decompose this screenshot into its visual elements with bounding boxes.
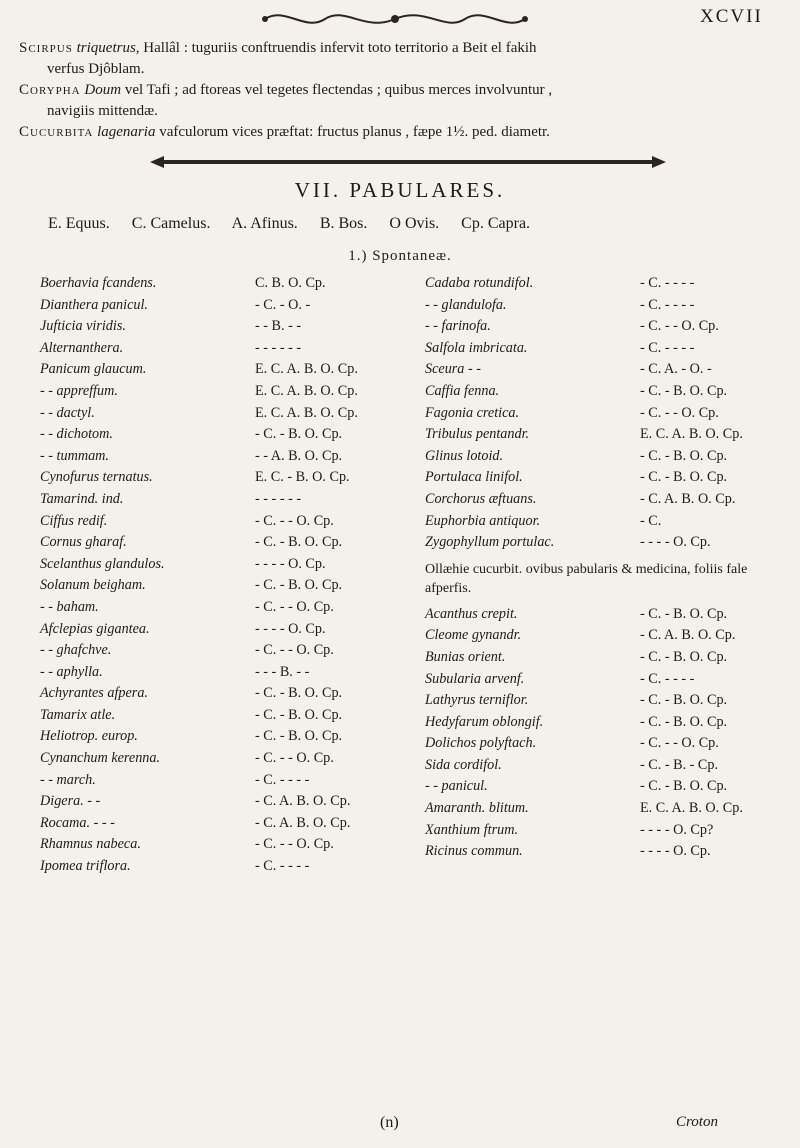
plant-row bbox=[425, 843, 790, 865]
legend-item: A. Afinus. bbox=[231, 215, 298, 232]
fodder-codes: - C. - - O. Cp. bbox=[255, 598, 334, 615]
plant-name: - - appreffum. bbox=[40, 382, 118, 399]
plant-row bbox=[425, 757, 790, 779]
plant-row bbox=[40, 858, 380, 880]
plant-name: Tamarind. ind. bbox=[40, 490, 124, 507]
plant-name: Cadaba rotundifol. bbox=[425, 275, 534, 291]
fodder-codes: - C. A. B. O. Cp. bbox=[640, 490, 736, 507]
page-number: XCVII bbox=[700, 6, 763, 27]
fodder-codes: E. C. - B. O. Cp. bbox=[255, 469, 350, 486]
fodder-codes: - - - - O. Cp? bbox=[640, 821, 714, 838]
plant-name: - - panicul. bbox=[425, 778, 488, 795]
intro-entries bbox=[19, 38, 789, 143]
fodder-codes: - - - - O. Cp. bbox=[255, 620, 326, 637]
entry-text: , Hallâl : tuguriis conftruendis infervit toto territorio a Beit el fakih bbox=[135, 40, 537, 56]
plant-name: Dolichos polyftach. bbox=[425, 735, 537, 752]
plant-row bbox=[40, 534, 380, 556]
plant-name: - - baham. bbox=[40, 598, 99, 615]
plant-row bbox=[425, 714, 790, 736]
plant-row bbox=[425, 534, 790, 556]
plant-name: Xanthium ftrum. bbox=[425, 821, 519, 838]
plant-name: Lathyrus terniflor. bbox=[425, 692, 529, 709]
plant-name: Fagonia cretica. bbox=[425, 404, 520, 421]
plant-name: Tribulus pentandr. bbox=[425, 426, 530, 443]
plant-row bbox=[425, 448, 790, 470]
plant-row bbox=[425, 692, 790, 714]
fodder-codes: - C. - B. - Cp. bbox=[640, 756, 719, 773]
plant-name: - - ghafchve. bbox=[40, 642, 112, 659]
plant-row bbox=[425, 297, 790, 319]
plant-row bbox=[40, 772, 380, 794]
plant-row bbox=[425, 822, 790, 844]
fodder-codes: - C. - B. O. Cp. bbox=[640, 469, 728, 486]
animal-legend bbox=[48, 215, 788, 233]
plant-name: Rhamnus nabeca. bbox=[40, 836, 141, 853]
entry-text: vel Tafi ; ad ftoreas vel tegetes flectendas ; quibus merces involvuntur , bbox=[121, 82, 553, 98]
plant-name: Afclepias gigantea. bbox=[40, 620, 150, 637]
plant-row bbox=[425, 606, 790, 628]
plant-row bbox=[425, 491, 790, 513]
plant-row bbox=[40, 448, 380, 470]
plant-row bbox=[40, 599, 380, 621]
plant-row bbox=[40, 491, 380, 513]
plant-row bbox=[40, 275, 380, 297]
fodder-codes: - C. - - O. Cp. bbox=[255, 642, 334, 659]
plant-row bbox=[425, 627, 790, 649]
plant-name: Panicum glaucum. bbox=[40, 361, 147, 378]
fodder-codes: - C. - - - - bbox=[640, 275, 695, 291]
plant-row bbox=[425, 383, 790, 405]
intro-entry bbox=[19, 122, 789, 143]
fodder-codes: - C. A. B. O. Cp. bbox=[255, 814, 351, 831]
fodder-codes: C. B. O. Cp. bbox=[255, 275, 326, 291]
plant-name: Sceura - - bbox=[425, 361, 481, 378]
fodder-codes: - - A. B. O. Cp. bbox=[255, 447, 343, 464]
fodder-codes: - - - - O. Cp. bbox=[640, 534, 711, 551]
genus-name: Cucurbita bbox=[19, 124, 94, 140]
plant-row bbox=[40, 405, 380, 427]
catchword: Croton bbox=[676, 1114, 718, 1130]
fodder-codes: - C. - B. O. Cp. bbox=[255, 426, 343, 443]
legend-item: B. Bos. bbox=[319, 215, 368, 232]
plant-row bbox=[425, 340, 790, 362]
fodder-codes: - C. - B. O. Cp. bbox=[640, 382, 728, 399]
entry-text: vafculorum vices præftat: fructus planus , fæpe 1½. ped. diametr. bbox=[155, 124, 550, 140]
plant-name: Sida cordifol. bbox=[425, 756, 502, 773]
fodder-codes: - C. - - - - bbox=[640, 339, 695, 356]
fodder-codes: - C. - B. O. Cp. bbox=[255, 706, 343, 723]
fodder-codes: - C. - - O. Cp. bbox=[640, 404, 719, 421]
plant-row bbox=[40, 556, 380, 578]
plant-row bbox=[425, 361, 790, 383]
plant-row bbox=[40, 793, 380, 815]
legend-item: C. Camelus. bbox=[131, 215, 211, 232]
legend-item: Cp. Capra. bbox=[461, 215, 531, 232]
fodder-codes: - C. - B. O. Cp. bbox=[640, 778, 728, 795]
fodder-codes: - C. - - - - bbox=[640, 296, 695, 313]
plant-row bbox=[40, 750, 380, 772]
printer-signature: (n) bbox=[380, 1114, 399, 1131]
plant-name: Amaranth. blitum. bbox=[425, 800, 529, 817]
plant-row bbox=[425, 513, 790, 535]
plant-name: Solanum beigham. bbox=[40, 577, 146, 594]
fodder-codes: - C. - - O. Cp. bbox=[255, 836, 334, 853]
plant-row bbox=[425, 275, 790, 297]
plant-name: Cornus gharaf. bbox=[40, 534, 127, 551]
plant-row bbox=[425, 649, 790, 671]
fodder-codes: - C. - B. O. Cp. bbox=[640, 648, 728, 665]
fodder-codes: - C. A. B. O. Cp. bbox=[640, 627, 736, 644]
fodder-codes: - C. - B. O. Cp. bbox=[640, 692, 728, 709]
plant-row bbox=[425, 735, 790, 757]
plant-name: Tamarix atle. bbox=[40, 706, 116, 723]
plant-row bbox=[40, 621, 380, 643]
plant-name: Boerhavia fcandens. bbox=[40, 275, 157, 291]
intro-entry bbox=[19, 80, 789, 101]
plant-row bbox=[425, 426, 790, 448]
plant-row bbox=[40, 340, 380, 362]
plant-name: Ipomea triflora. bbox=[40, 858, 131, 875]
plant-row bbox=[40, 836, 380, 858]
plant-name: Cynanchum kerenna. bbox=[40, 750, 161, 767]
plant-row bbox=[40, 685, 380, 707]
plant-name: - - dichotom. bbox=[40, 426, 113, 443]
species-name: lagenaria bbox=[97, 124, 156, 140]
plant-row bbox=[40, 642, 380, 664]
plant-name: Portulaca linifol. bbox=[425, 469, 523, 486]
fodder-codes: - C. - B. O. Cp. bbox=[640, 713, 728, 730]
fodder-codes: - C. - O. - bbox=[255, 296, 311, 313]
plant-row bbox=[40, 383, 380, 405]
fodder-codes: - C. - - O. Cp. bbox=[640, 735, 719, 752]
plant-name: Bunias orient. bbox=[425, 648, 506, 665]
plant-row bbox=[40, 577, 380, 599]
subsection-heading: 1.) Spontaneæ. bbox=[348, 248, 452, 264]
fodder-codes: E. C. A. B. O. Cp. bbox=[255, 382, 358, 399]
fodder-codes: - - B. - - bbox=[255, 318, 302, 335]
plant-name: Rocama. - - - bbox=[40, 814, 115, 831]
fodder-codes: - C. bbox=[640, 512, 662, 529]
plant-row bbox=[40, 664, 380, 686]
fodder-codes: - - - - O. Cp. bbox=[640, 843, 711, 860]
explanatory-note: Ollæhie cucurbit. ovibus pabularis & medicina, foliis fale afperfis. bbox=[425, 561, 748, 596]
fodder-codes: - C. A. B. O. Cp. bbox=[255, 793, 351, 810]
plant-name: Alternanthera. bbox=[40, 339, 124, 356]
fodder-codes: - C. - - - - bbox=[640, 670, 695, 687]
fodder-codes: - C. - B. O. Cp. bbox=[255, 534, 343, 551]
legend-item: O Ovis. bbox=[389, 215, 440, 232]
left-column bbox=[40, 275, 380, 880]
plant-row bbox=[40, 426, 380, 448]
plant-name: - - tummam. bbox=[40, 447, 109, 464]
intro-entry bbox=[19, 38, 789, 59]
fodder-codes: - - - - O. Cp. bbox=[255, 555, 326, 572]
plant-name: Zygophyllum portulac. bbox=[425, 534, 555, 551]
fodder-codes: - C. - B. O. Cp. bbox=[640, 447, 728, 464]
plant-row bbox=[40, 513, 380, 535]
intro-entry-continuation: navigiis mittendæ. bbox=[47, 103, 158, 119]
plant-name: Cleome gynandr. bbox=[425, 627, 522, 644]
fodder-codes: - C. - - O. Cp. bbox=[255, 750, 334, 767]
plant-name: Glinus lotoid. bbox=[425, 447, 504, 464]
plant-name: - - march. bbox=[40, 771, 96, 788]
plant-row bbox=[40, 297, 380, 319]
plant-name: Ricinus commun. bbox=[425, 843, 523, 860]
plant-name: - - aphylla. bbox=[40, 663, 103, 680]
plant-row bbox=[40, 469, 380, 491]
species-name: triquetrus bbox=[76, 40, 136, 56]
plant-row bbox=[40, 318, 380, 340]
plant-name: Dianthera panicul. bbox=[40, 296, 148, 313]
plant-row bbox=[40, 815, 380, 837]
fodder-codes: - - - - - - bbox=[255, 490, 302, 507]
fodder-codes: - C. - - - - bbox=[255, 858, 310, 875]
fodder-codes: - - - B. - - bbox=[255, 663, 310, 680]
plant-name: Acanthus crepit. bbox=[425, 605, 518, 622]
fodder-codes: - C. - - O. Cp. bbox=[640, 318, 719, 335]
plant-row bbox=[425, 800, 790, 822]
right-column bbox=[425, 275, 790, 865]
fodder-codes: E. C. A. B. O. Cp. bbox=[255, 404, 358, 421]
plant-name: Ciffus redif. bbox=[40, 512, 108, 529]
plant-name: Jufticia viridis. bbox=[40, 318, 126, 335]
fodder-codes: - C. - B. O. Cp. bbox=[255, 728, 343, 745]
plant-name: Caffia fenna. bbox=[425, 382, 500, 399]
plant-name: Salfola imbricata. bbox=[425, 339, 528, 356]
plant-name: - - dactyl. bbox=[40, 404, 95, 421]
plant-row bbox=[40, 728, 380, 750]
fodder-codes: - C. - - O. Cp. bbox=[255, 512, 334, 529]
plant-name: Corchorus æftuans. bbox=[425, 490, 537, 507]
fodder-codes: - C. A. - O. - bbox=[640, 361, 712, 378]
plant-row bbox=[425, 405, 790, 427]
plant-name: - - glandulofa. bbox=[425, 296, 507, 313]
section-title: VII. PABULARES. bbox=[294, 178, 506, 202]
plant-row bbox=[425, 318, 790, 340]
plant-row bbox=[425, 469, 790, 491]
plant-row bbox=[40, 361, 380, 383]
plant-name: Heliotrop. europ. bbox=[40, 728, 138, 745]
fodder-codes: - C. - B. O. Cp. bbox=[640, 605, 728, 622]
plant-name: Euphorbia antiquor. bbox=[425, 512, 541, 529]
plant-name: - - farinofa. bbox=[425, 318, 491, 335]
fodder-codes: E. C. A. B. O. Cp. bbox=[255, 361, 358, 378]
plant-row bbox=[425, 778, 790, 800]
fodder-codes: - - - - - - bbox=[255, 339, 302, 356]
genus-name: Corypha bbox=[19, 82, 81, 98]
header-ornament bbox=[245, 6, 545, 32]
plant-name: Digera. - - bbox=[40, 793, 101, 810]
plant-name: Scelanthus glandulos. bbox=[40, 555, 165, 572]
plant-row bbox=[425, 671, 790, 693]
section-divider bbox=[150, 154, 666, 170]
fodder-codes: - C. - - - - bbox=[255, 771, 310, 788]
fodder-codes: - C. - B. O. Cp. bbox=[255, 577, 343, 594]
intro-entry-continuation: verfus Djôblam. bbox=[47, 61, 145, 77]
genus-name: Scirpus bbox=[19, 40, 73, 56]
plant-name: Subularia arvenf. bbox=[425, 670, 525, 687]
plant-row bbox=[40, 707, 380, 729]
fodder-codes: E. C. A. B. O. Cp. bbox=[640, 426, 743, 443]
fodder-codes: - C. - B. O. Cp. bbox=[255, 685, 343, 702]
plant-name: Hedyfarum oblongif. bbox=[425, 713, 544, 730]
species-name: Doum bbox=[84, 82, 122, 98]
plant-name: Achyrantes afpera. bbox=[40, 685, 148, 702]
fodder-codes: E. C. A. B. O. Cp. bbox=[640, 800, 743, 817]
legend-item: E. Equus. bbox=[48, 215, 110, 232]
plant-name: Cynofurus ternatus. bbox=[40, 469, 153, 486]
